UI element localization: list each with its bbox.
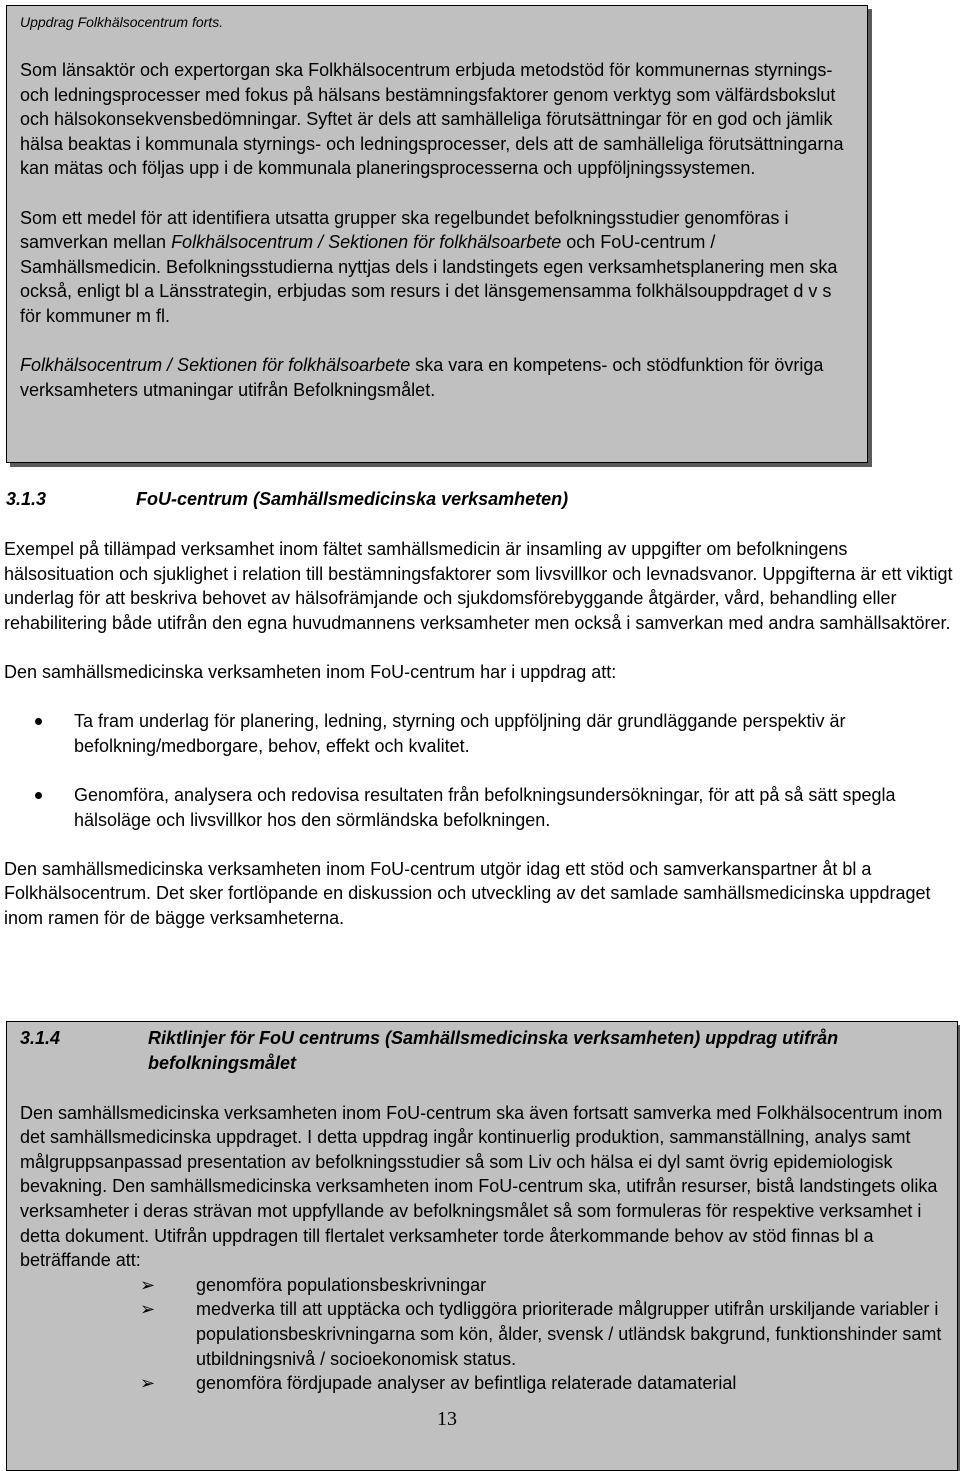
arrow-bullet-icon: ➢	[140, 1373, 156, 1394]
list-item	[20, 1273, 947, 1298]
bullet-icon	[35, 792, 42, 799]
italic-text: Folkhälsocentrum / Sektionen för folkhälsoarbete	[171, 232, 562, 253]
box-title: Uppdrag Folkhälsocentrum forts.	[20, 14, 224, 30]
list-item	[20, 1297, 947, 1371]
text-run: och FoU-centrum / Samhällsmedicin. Befolkningsstudierna nyttjas dels i landstingets egen verksamhetsplanering men ska också, enligt bl a Länsstrategin, erbjudas som resurs i det länsgemensamma folkhälsouppdraget d v s för kommuner m fl.	[20, 232, 838, 326]
paragraph: Exempel på tillämpad verksamhet inom fältet samhällsmedicin är insamling av uppgifter om befolkningens hälsosituation och sjuklighet i relation till bestämningsfaktorer som livsvillkor och levnadsvanor. Uppgifterna är ett viktigt underlag för att beskriva behovet av hälsofrämjande och sjukdomsförebyggande åtgärder, vård, behandling eller rehabilitering både utifrån den egna huvudmannens verksamheter men också i samverkan med andra samhällsaktörer.	[4, 539, 953, 633]
list-item-text: Genomföra, analysera och redovisa resultaten från befolkningsundersökningar, för att på så sätt spegla hälsoläge och livsvillkor hos den sörmländska befolkningen.	[74, 784, 896, 830]
bullet-list	[4, 709, 954, 832]
list-item-text: medverka till att upptäcka och tydliggöra prioriterade målgrupper utifrån urskiljande variabler i populationsbeskrivningarna som kön, ålder, svensk / utländsk bakgrund, funktionshinder samt utbildningsnivå / socioekonomisk status.	[196, 1299, 942, 1369]
bullet-icon	[35, 718, 42, 725]
text-run: ska vara en kompetens- och stödfunktion för övriga verksamheters utmaningar utifrån Befolkningsmålet.	[20, 355, 824, 400]
list-item-text: genomföra populationsbeskrivningar	[196, 1274, 487, 1295]
arrow-bullet-icon: ➢	[140, 1274, 156, 1295]
list-item	[4, 709, 954, 758]
section-title: FoU-centrum (Samhällsmedicinska verksamheten)	[136, 489, 569, 509]
page-number: 13	[437, 1408, 457, 1430]
arrow-list	[20, 1273, 947, 1396]
paragraph: Den samhällsmedicinska verksamheten inom FoU-centrum ska även fortsatt samverka med Folkhälsocentrum inom det samhällsmedicinska uppdraget. I detta uppdrag ingår kontinuerlig produktion, sammanställning, analys samt målgruppsanpassad presentation av befolkningsstudier så som Liv och hälsa ei dyl samt övrig epidemiologisk bevakning. Den samhällsmedicinska verksamheten inom FoU-centrum ska, utifrån resurser, bistå landstingets olika verksamheter i deras strävan mot uppfyllande av befolkningsmålet så som formuleras för respektive verksamhet i detta dokument. Utifrån uppdragen till flertalet verksamheter torde återkommande behov av stöd finnas bl a beträffande att:	[20, 1102, 943, 1271]
section-title: Riktlinjer för FoU centrums (Samhällsmedicinska verksamheten) uppdrag utifrån befolkningsmålet	[148, 1028, 839, 1073]
text-run: Som ett medel för att identifiera utsatta grupper ska regelbundet befolkningsstudier genomföras i samverkan mellan	[20, 207, 789, 253]
section-3-1-3	[4, 487, 954, 931]
italic-text: Folkhälsocentrum / Sektionen för folkhälsoarbete	[20, 355, 411, 376]
box-paragraph-2	[20, 206, 851, 329]
list-item-text: Ta fram underlag för planering, ledning, styrning och uppföljning där grundläggande perspektiv är befolkning/medborgare, behov, effekt och kvalitet.	[74, 711, 846, 756]
section-number: 3.1.3	[6, 489, 47, 509]
list-item	[4, 783, 954, 832]
highlight-box-uppdrag	[6, 5, 868, 463]
arrow-bullet-icon: ➢	[140, 1299, 156, 1320]
box-paragraph-3	[20, 353, 851, 402]
list-spacer	[4, 758, 954, 783]
section-number: 3.1.4	[20, 1028, 61, 1048]
paragraph: Den samhällsmedicinska verksamheten inom FoU-centrum har i uppdrag att:	[4, 661, 617, 682]
highlight-box-riktlinjer	[6, 1021, 958, 1471]
list-item	[20, 1371, 947, 1396]
list-item-text: genomföra fördjupade analyser av befintliga relaterade datamaterial	[196, 1373, 737, 1394]
section-heading	[20, 1026, 947, 1076]
box-paragraph-1: Som länsaktör och expertorgan ska Folkhälsocentrum erbjuda metodstöd för kommunernas styrnings- och ledningsprocesser med fokus på hälsans bestämningsfaktorer genom verktyg som välfärdsbokslut och hälsokonsekvensbedömningar. Syftet är dels att samhälleliga förutsättningar för en god och jämlik hälsa beaktas i kommunala styrnings- och ledningsprocesser, dels att de samhälleliga förutsättningarna kan mätas och följas upp i de kommunala planeringsprocesserna och uppföljningssystemen.	[20, 60, 844, 179]
paragraph: Den samhällsmedicinska verksamheten inom FoU-centrum utgör idag ett stöd och samverkanspartner åt bl a Folkhälsocentrum. Det sker fortlöpande en diskussion och utveckling av det samlade samhällsmedicinska uppdraget inom ramen för de bägge verksamheterna.	[4, 858, 931, 928]
section-heading	[6, 487, 954, 512]
